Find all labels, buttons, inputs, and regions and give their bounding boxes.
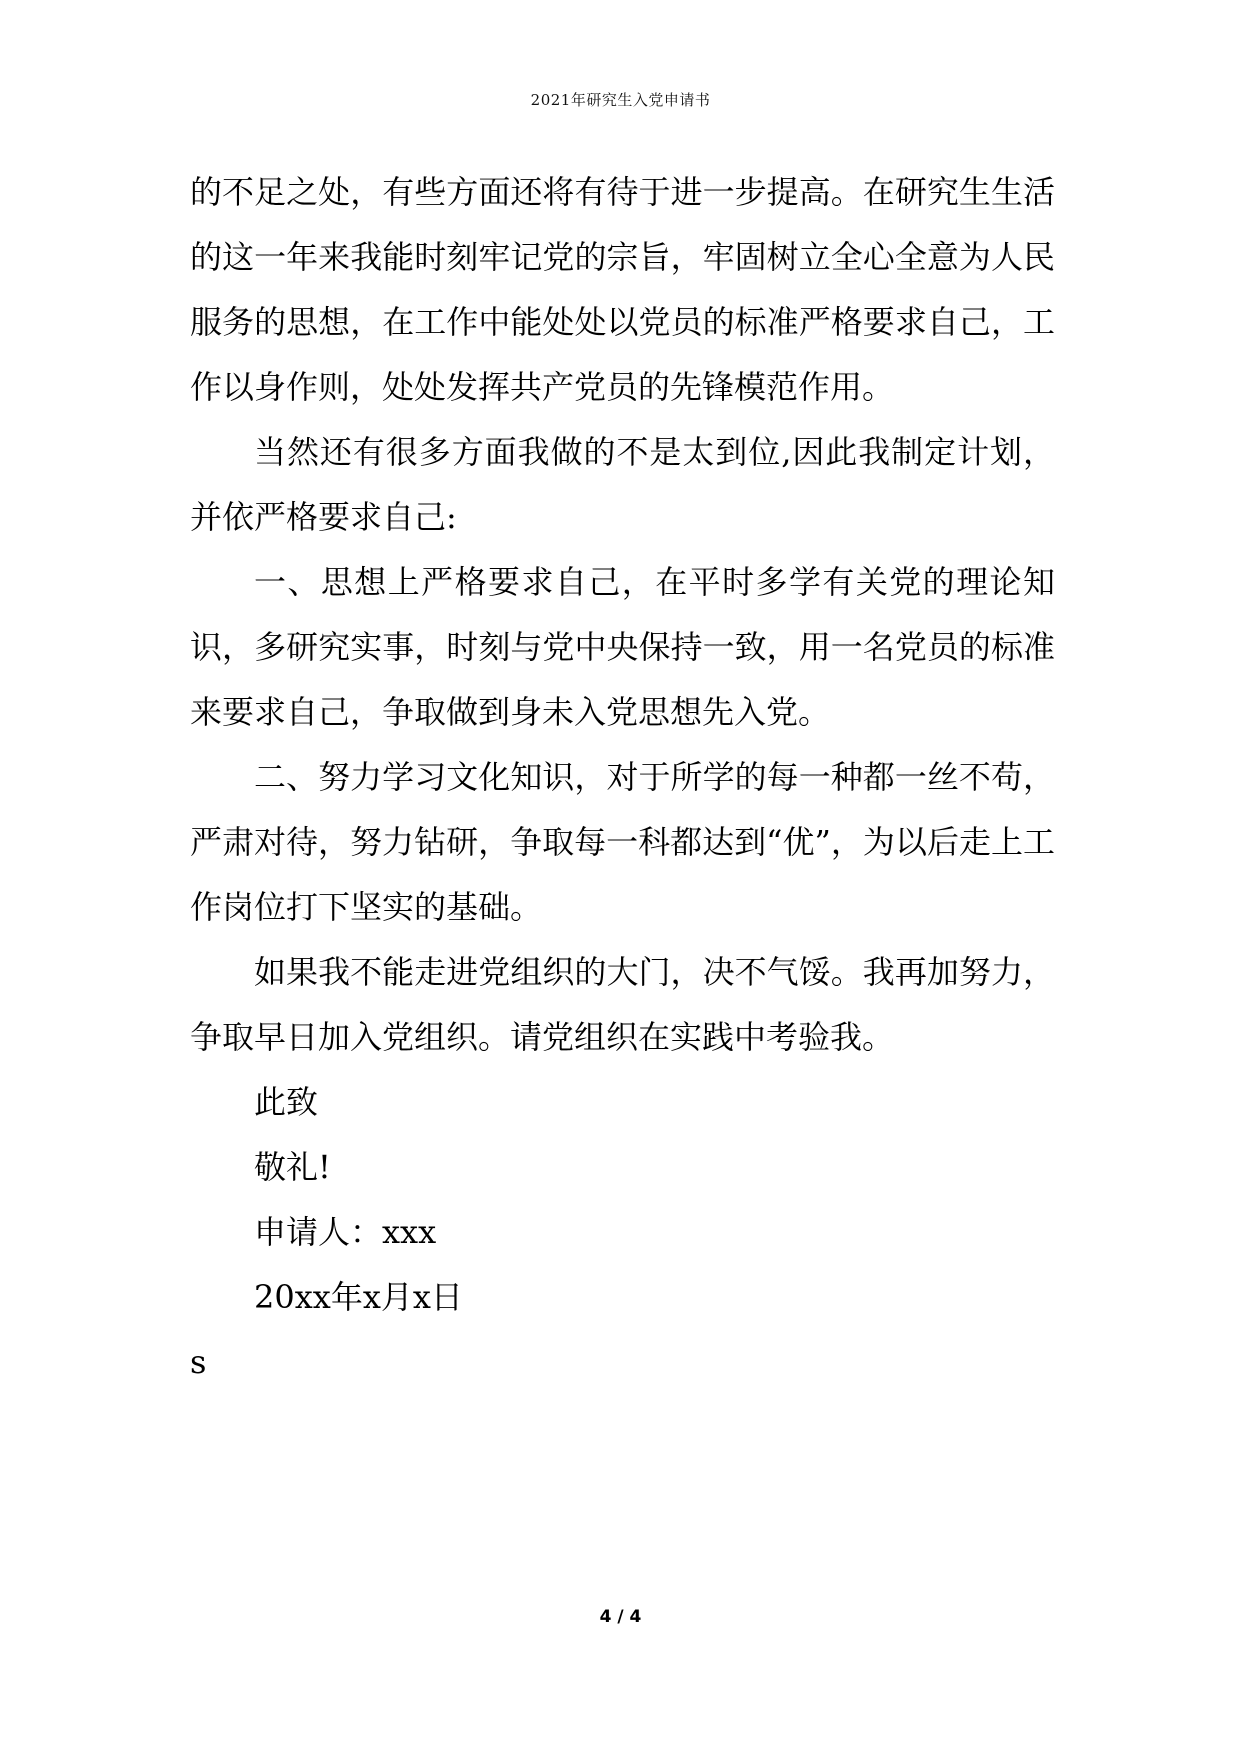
page-number: 4 / 4 [599, 1607, 642, 1627]
document-body [190, 160, 1055, 1395]
closing-regards: 敬礼! [254, 1148, 331, 1186]
paragraph-point-one: 一、思想上严格要求自己，在平时多学有关党的理论知识，多研究实事，时刻与党中央保持一致，用一名党员的标准来要求自己，争取做到身未入党思想先入党。 [190, 563, 1055, 731]
paragraph-plan: 当然还有很多方面我做的不是太到位,因此我制定计划，并依严格要求自己: [190, 433, 1055, 536]
paragraph-point-two: 二、努力学习文化知识，对于所学的每一种都一丝不苟，严肃对待，努力钻研，争取每一科都达到“优”，为以后走上工作岗位打下坚实的基础。 [190, 758, 1055, 926]
paragraph-continuation: 的不足之处，有些方面还将有待于进一步提高。在研究生生活的这一年来我能时刻牢记党的宗旨，牢固树立全心全意为人民服务的思想，在工作中能处处以党员的标准严格要求自己，工作以身作则，处处发挥共产党员的先锋模范作用。 [190, 173, 1055, 406]
applicant-line: 申请人：xxx [254, 1213, 437, 1251]
stray-character: s [190, 1343, 207, 1381]
closing-salutation: 此致 [254, 1083, 319, 1121]
paragraph-resolve: 如果我不能走进党组织的大门，决不气馁。我再加努力，争取早日加入党组织。请党组织在实践中考验我。 [190, 953, 1055, 1056]
page-header: 2021年研究生入党申请书 [530, 91, 711, 109]
date-line: 20xx年x月x日 [254, 1278, 463, 1316]
